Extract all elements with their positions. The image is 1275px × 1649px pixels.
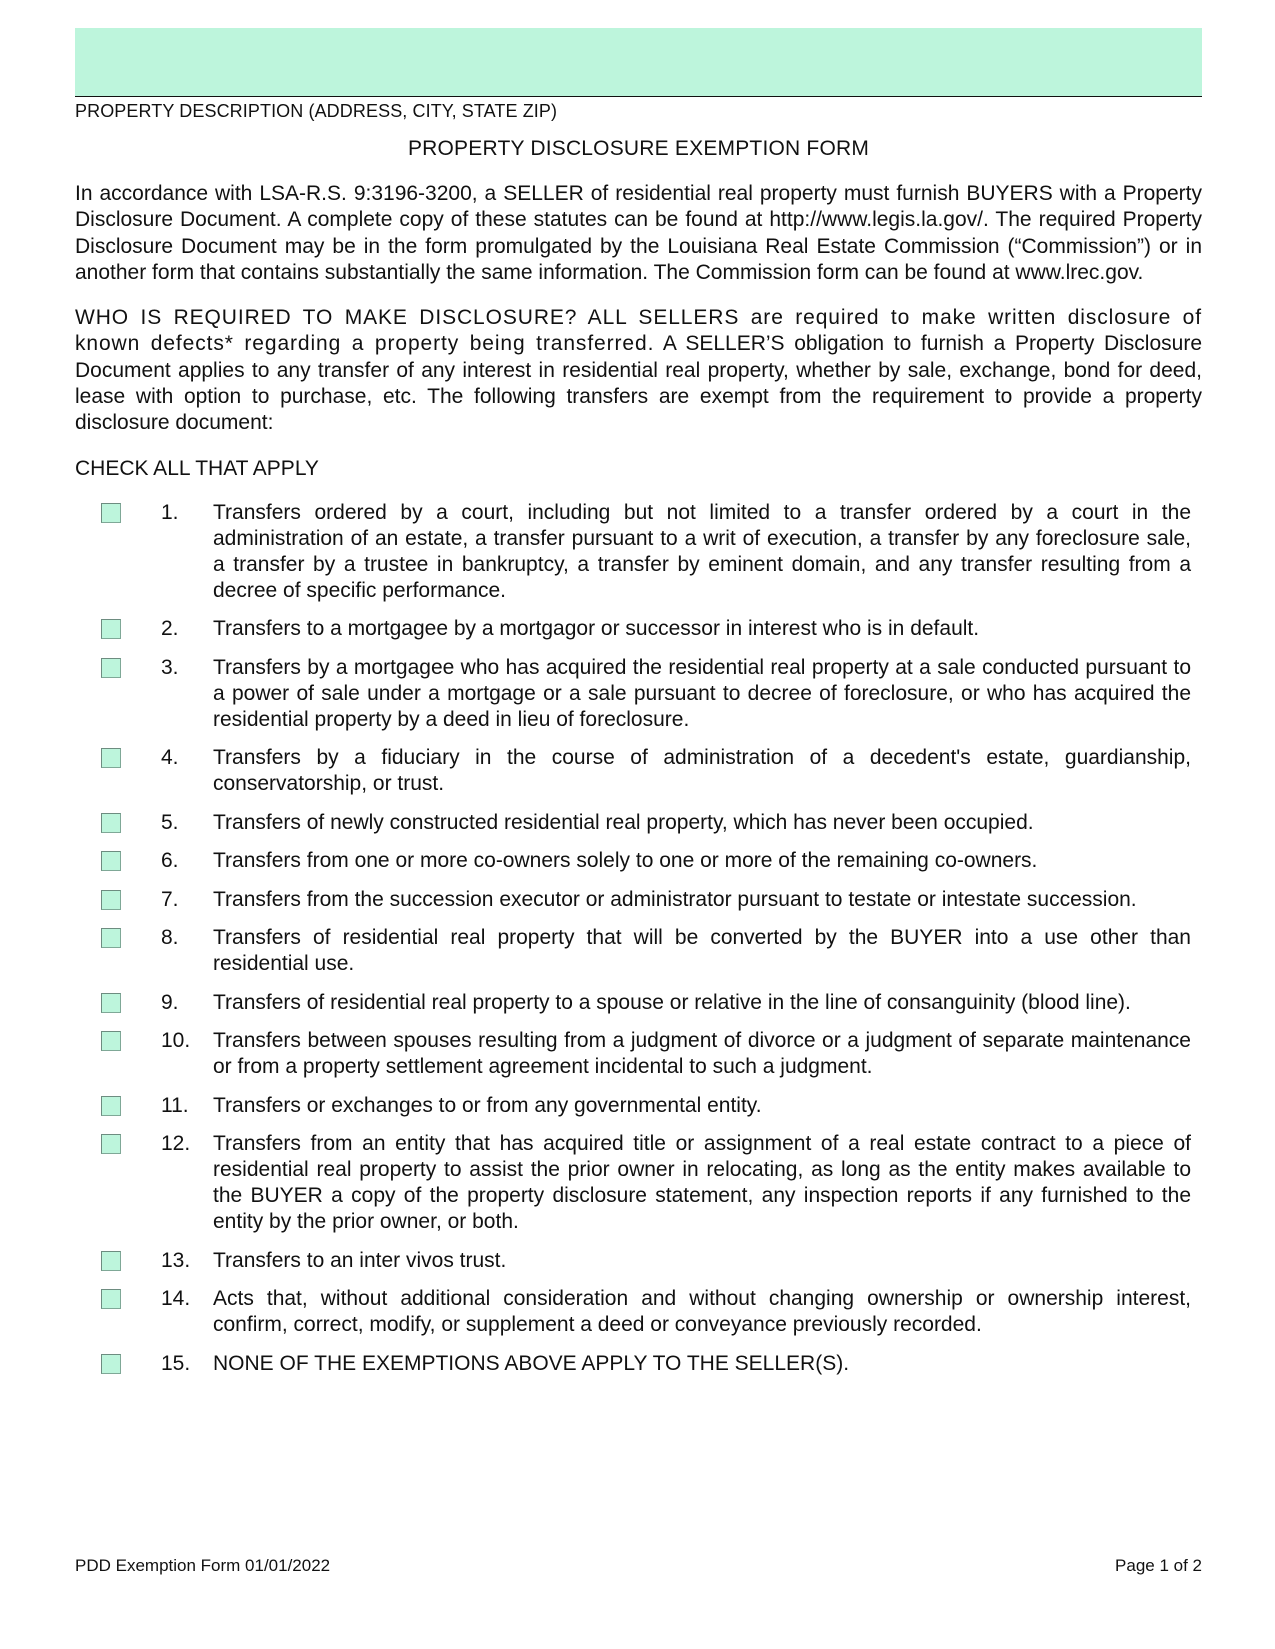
exemption-number: 8. <box>161 926 179 950</box>
exemption-checkbox[interactable] <box>101 813 121 833</box>
exemption-number: 9. <box>161 990 179 1014</box>
exemption-text: Transfers to a mortgagee by a mortgagor or successor in interest who is in default. <box>213 617 980 641</box>
exemption-text: Transfers by a mortgagee who has acquired the residential real property at a sale conducted pursuant to a power of sale under a mortgage or a sale pursuant to decree of foreclosure, or who has acquired the residential property by a deed in lieu of foreclosure. <box>213 655 1191 731</box>
exemption-number: 13. <box>161 1248 191 1272</box>
check-all-heading: CHECK ALL THAT APPLY <box>75 456 319 480</box>
exemption-text: Transfers from the succession executor or administrator pursuant to testate or intestate succession. <box>213 887 1137 911</box>
who-paragraph-lead: WHO IS REQUIRED TO MAKE DISCLOSURE? ALL SELLERS are required to make written disclosure of known defects* regarding a property being transferred. <box>75 306 1202 356</box>
exemption-checkbox[interactable] <box>101 503 121 523</box>
exemption-item <box>75 990 1202 1016</box>
form-title: PROPERTY DISCLOSURE EXEMPTION FORM <box>407 137 870 160</box>
exemption-item <box>75 745 1202 797</box>
who-paragraph-rest: A SELLER’S obligation to furnish a Property Disclosure Document applies to any transfer of any interest in residential real property, whether by sale, exchange, bond for deed, lease with option to purchase, etc. The following transfers are exempt from the requirement to provide a property disclosure document: <box>75 332 1202 435</box>
exemption-number: 6. <box>161 849 179 873</box>
footer-page-number: Page 1 of 2 <box>1115 1556 1202 1575</box>
exemption-text: Transfers by a fiduciary in the course of administration of a decedent's estate, guardianship, conservatorship, or trust. <box>213 746 1191 796</box>
exemption-checkbox[interactable] <box>101 1289 121 1309</box>
footer-form-id: PDD Exemption Form 01/01/2022 <box>75 1556 331 1575</box>
exemption-number: 1. <box>161 500 179 524</box>
property-address-label: PROPERTY DESCRIPTION (ADDRESS, CITY, STATE ZIP) <box>75 101 558 121</box>
exemption-item <box>75 1131 1202 1235</box>
exemption-number: 3. <box>161 655 179 679</box>
exemption-checkbox[interactable] <box>101 748 121 768</box>
exemption-checkbox[interactable] <box>101 619 121 639</box>
exemption-checkbox[interactable] <box>101 928 121 948</box>
exemption-number: 4. <box>161 746 179 770</box>
exemption-text: Transfers of residential real property that will be converted by the BUYER into a use other than residential use. <box>213 926 1191 976</box>
exemption-number: 11. <box>161 1093 189 1117</box>
exemption-text: Transfers ordered by a court, including but not limited to a transfer ordered by a court in the administration of an estate, a transfer pursuant to a writ of execution, a transfer by any foreclosure sale, a transfer by a trustee in bankruptcy, a transfer by eminent domain, and any transfer resulting from a decree of specific performance. <box>213 500 1191 602</box>
exemption-text: NONE OF THE EXEMPTIONS ABOVE APPLY TO THE SELLER(S). <box>213 1351 850 1375</box>
exemption-checkbox[interactable] <box>101 890 121 910</box>
exemption-item <box>75 1286 1202 1338</box>
exemption-item <box>75 1093 1202 1119</box>
exemption-list <box>75 500 1202 1377</box>
exemption-checkbox[interactable] <box>101 1134 121 1154</box>
exemption-item <box>75 1028 1202 1080</box>
who-paragraph <box>75 305 1202 436</box>
exemption-item <box>75 925 1202 977</box>
exemption-number: 10. <box>161 1029 191 1053</box>
exemption-checkbox[interactable] <box>101 1354 121 1374</box>
intro-paragraph: In accordance with LSA-R.S. 9:3196-3200, a SELLER of residential real property must furnish BUYERS with a Property Disclosure Document. A complete copy of these statutes can be found at http://www.legis.la.gov/. The required Property Disclosure Document may be in the form promulgated by the Louisiana Real Estate Commission (“Commission”) or in another form that contains substantially the same information. The Commission form can be found at www.lrec.gov. <box>75 182 1202 284</box>
exemption-checkbox[interactable] <box>101 1031 121 1051</box>
form-page <box>75 28 1202 1389</box>
exemption-text: Transfers of residential real property to a spouse or relative in the line of consanguinity (blood line). <box>213 990 1131 1014</box>
exemption-number: 7. <box>161 887 179 911</box>
exemption-item <box>75 500 1202 604</box>
exemption-checkbox[interactable] <box>101 658 121 678</box>
exemption-text: Transfers between spouses resulting from a judgment of divorce or a judgment of separate maintenance or from a property settlement agreement incidental to such a judgment. <box>213 1029 1191 1079</box>
exemption-checkbox[interactable] <box>101 993 121 1013</box>
exemption-item <box>75 810 1202 836</box>
exemption-item <box>75 887 1202 913</box>
exemption-item <box>75 848 1202 874</box>
exemption-item <box>75 616 1202 642</box>
exemption-text: Transfers from an entity that has acquired title or assignment of a real estate contract to a piece of residential real property to assist the prior owner in relocating, as long as the entity makes available to the BUYER a copy of the property disclosure statement, any inspection reports if any furnished to the entity by the prior owner, or both. <box>213 1132 1191 1234</box>
exemption-checkbox[interactable] <box>101 1251 121 1271</box>
exemption-item <box>75 1351 1202 1377</box>
exemption-text: Transfers or exchanges to or from any governmental entity. <box>213 1093 762 1117</box>
exemption-text: Transfers to an inter vivos trust. <box>213 1248 507 1272</box>
exemption-text: Transfers of newly constructed residential real property, which has never been occupied. <box>213 810 1034 834</box>
exemption-number: 15. <box>161 1351 191 1375</box>
exemption-checkbox[interactable] <box>101 1096 121 1116</box>
exemption-checkbox[interactable] <box>101 851 121 871</box>
property-address-input[interactable] <box>75 28 1202 97</box>
exemption-number: 12. <box>161 1132 191 1156</box>
exemption-number: 5. <box>161 810 179 834</box>
exemption-number: 14. <box>161 1287 191 1311</box>
exemption-number: 2. <box>161 617 179 641</box>
exemption-text: Acts that, without additional consideration and without changing ownership or ownership interest, confirm, correct, modify, or supplement a deed or conveyance previously recorded. <box>213 1287 1191 1337</box>
exemption-item <box>75 655 1202 733</box>
exemption-item <box>75 1248 1202 1274</box>
exemption-text: Transfers from one or more co-owners solely to one or more of the remaining co-owners. <box>213 849 1038 873</box>
